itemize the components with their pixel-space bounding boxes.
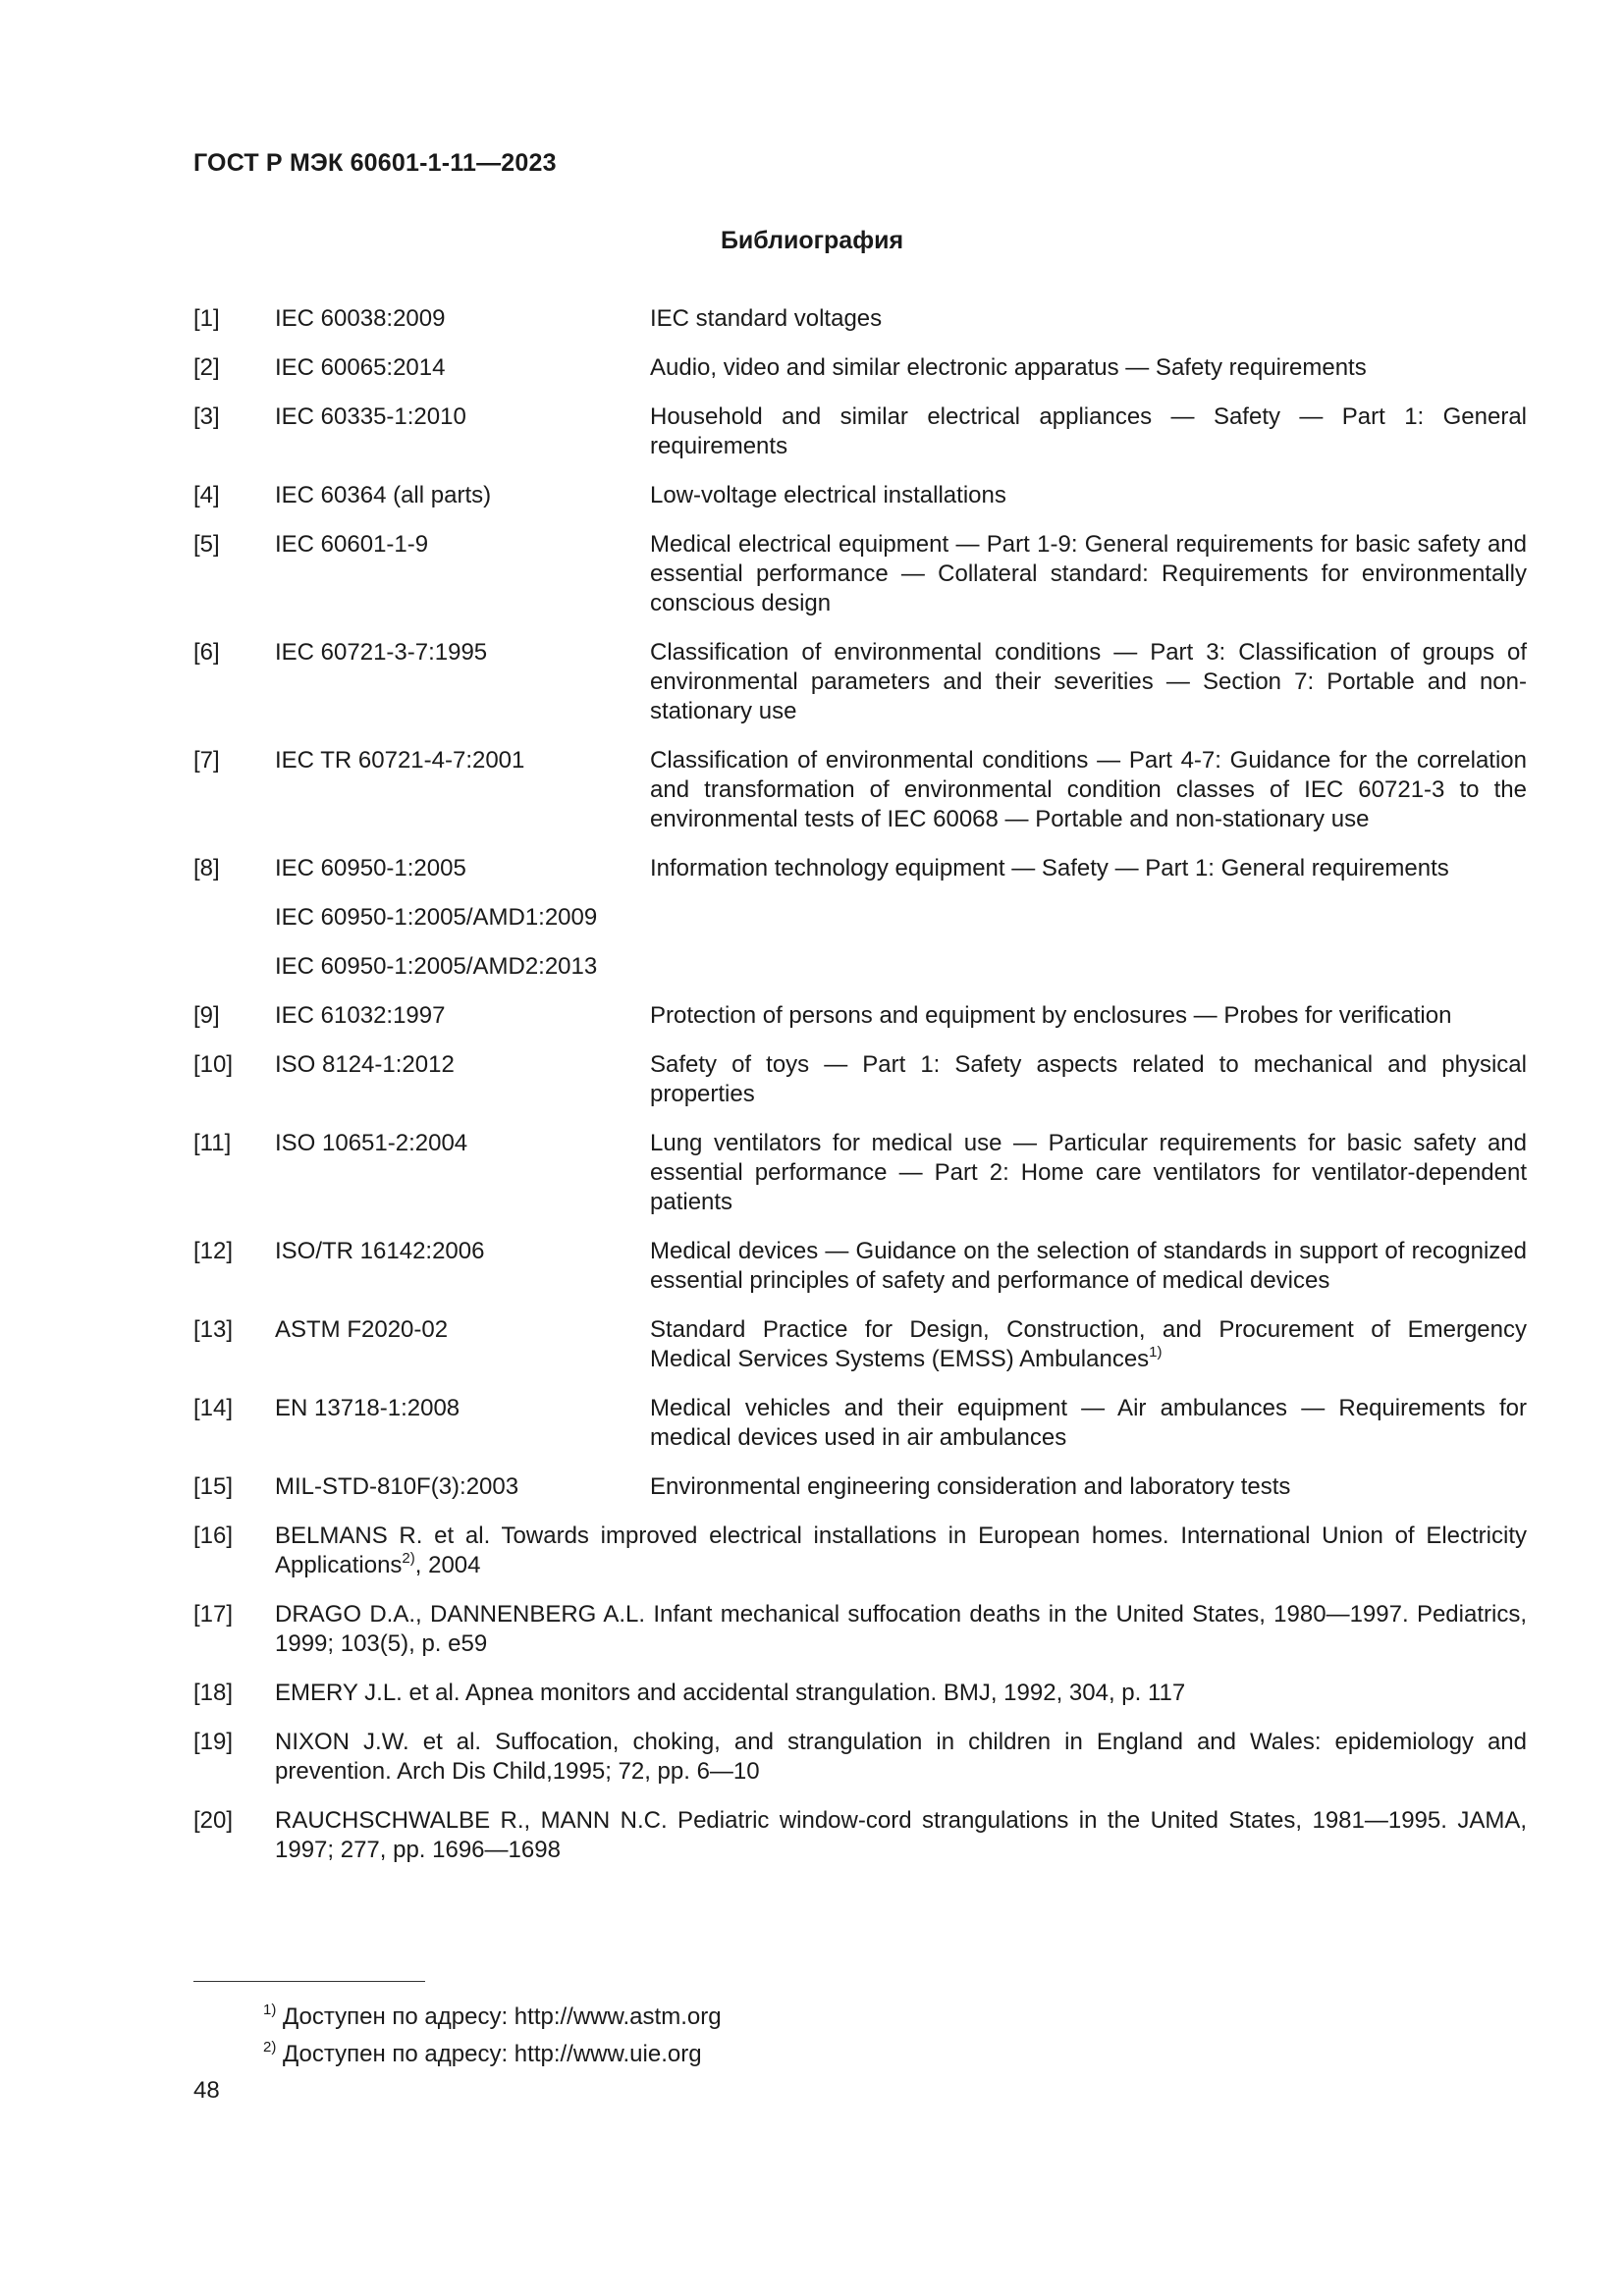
- entry-number: [18]: [193, 1680, 234, 1706]
- entry-code: IEC 60038:2009: [275, 305, 446, 332]
- footnote-mark: 2): [263, 2039, 277, 2056]
- bibliography-entry: [193, 1001, 1527, 1031]
- entry-number: [16]: [193, 1522, 234, 1549]
- entry-title: Medical devices — Guidance on the selection of standards in support of recognized essential principles of safety and performance of medical devices: [650, 1238, 1527, 1294]
- literature-reference: [193, 1728, 1527, 1787]
- entry-title: Medical vehicles and their equipment — Air ambulances — Requirements for medical devices used in air ambulances: [650, 1395, 1527, 1451]
- entry-title: Safety of toys — Part 1: Safety aspects related to mechanical and physical properties: [650, 1051, 1527, 1107]
- entry-code: IEC 60721-3-7:1995: [275, 639, 488, 666]
- entry-title: Household and similar electrical appliances — Safety — Part 1: General requirements: [650, 403, 1527, 459]
- page-number: 48: [193, 2077, 220, 2104]
- entry-number: [10]: [193, 1051, 234, 1078]
- entry-number: [15]: [193, 1473, 234, 1500]
- entry-number: [9]: [193, 1002, 220, 1029]
- reference-text: NIXON J.W. et al. Suffocation, choking, and strangulation in children in England and Wales: epidemiology and prevention. Arch Dis Child,1995; 72, pp. 6—10: [275, 1729, 1527, 1785]
- footnote-mark: 1): [263, 2002, 277, 2018]
- bibliography-entry: [193, 481, 1527, 510]
- entry-code: IEC 60364 (all parts): [275, 482, 492, 508]
- literature-reference: [193, 1679, 1527, 1708]
- entry-code: IEC 60601-1-9: [275, 531, 429, 558]
- bibliography-entry: [193, 402, 1527, 461]
- entry-number: [19]: [193, 1729, 234, 1755]
- bibliography-entry: [193, 854, 1527, 982]
- footnote-divider: [193, 1981, 425, 1982]
- entry-title-text: Standard Practice for Design, Construction, and Procurement of Emergency Medical Services Systems (EMSS) Ambulances: [650, 1316, 1527, 1372]
- reference-text: DRAGO D.A., DANNENBERG A.L. Infant mechanical suffocation deaths in the United States, 1980—1997. Pediatrics, 1999; 103(5), p. e59: [275, 1601, 1527, 1657]
- reference-text-main: BELMANS R. et al. Towards improved electrical installations in European homes. International Union of Electricity Applications: [275, 1522, 1527, 1578]
- entry-title: Medical electrical equipment — Part 1-9: General requirements for basic safety and essential performance — Collateral standard: Requirements for environmentally conscious design: [650, 531, 1527, 616]
- entry-number: [13]: [193, 1316, 234, 1343]
- entry-number: [8]: [193, 855, 220, 881]
- entry-code: IEC 60950-1:2005: [275, 855, 466, 881]
- entry-title: Environmental engineering consideration and laboratory tests: [650, 1473, 1291, 1500]
- entry-number: [11]: [193, 1130, 232, 1156]
- bibliography-entry: [193, 304, 1527, 334]
- reference-text: RAUCHSCHWALBE R., MANN N.C. Pediatric window-cord strangulations in the United States, 1981—1995. JAMA, 1997; 277, pp. 1696—1698: [275, 1807, 1527, 1863]
- entry-number: [3]: [193, 403, 220, 430]
- entry-title: Lung ventilators for medical use — Particular requirements for basic safety and essential performance — Part 2: Home care ventilators for ventilator-dependent patients: [650, 1130, 1527, 1215]
- footnote-marker: 2): [402, 1550, 415, 1567]
- entry-code: ISO/TR 16142:2006: [275, 1238, 485, 1264]
- entry-number: [5]: [193, 531, 220, 558]
- bibliography-entry: [193, 638, 1527, 726]
- bibliography-list: [193, 304, 1527, 1885]
- entry-number: [12]: [193, 1238, 234, 1264]
- entry-amendment-code: IEC 60950-1:2005/AMD2:2013: [275, 953, 598, 980]
- footnote-text: Доступен по адресу: http://www.uie.org: [276, 2041, 702, 2067]
- entry-amendment-code: IEC 60950-1:2005/AMD1:2009: [275, 904, 598, 931]
- bibliography-entry: [193, 1394, 1527, 1453]
- entry-title: Information technology equipment — Safety — Part 1: General requirements: [650, 855, 1449, 881]
- document-header: ГОСТ Р МЭК 60601-1-11—2023: [193, 149, 557, 177]
- bibliography-entry: [193, 530, 1527, 618]
- bibliography-entry: [193, 1050, 1527, 1109]
- entry-number: [6]: [193, 639, 220, 666]
- bibliography-entry: [193, 1472, 1527, 1502]
- literature-reference: [193, 1522, 1527, 1580]
- bibliography-entry: [193, 1237, 1527, 1296]
- entry-code: IEC TR 60721-4-7:2001: [275, 747, 525, 774]
- reference-text-year: , 2004: [414, 1552, 481, 1578]
- entry-number: [17]: [193, 1601, 234, 1628]
- entry-title: [650, 1315, 1527, 1374]
- section-title: Библиография: [720, 227, 904, 254]
- entry-title: Low-voltage electrical installations: [650, 482, 1006, 508]
- entry-number: [14]: [193, 1395, 234, 1421]
- bibliography-entry: [193, 1315, 1527, 1374]
- entry-code: IEC 60335-1:2010: [275, 403, 466, 430]
- entry-code: MIL-STD-810F(3):2003: [275, 1473, 519, 1500]
- entry-code: IEC 61032:1997: [275, 1002, 446, 1029]
- footnote: [263, 2002, 722, 2032]
- entry-code: IEC 60065:2014: [275, 354, 446, 381]
- entry-code: ISO 10651-2:2004: [275, 1130, 468, 1156]
- entry-title: Audio, video and similar electronic apparatus — Safety requirements: [650, 354, 1367, 381]
- footnote-marker: 1): [1149, 1344, 1163, 1361]
- entry-number: [1]: [193, 305, 220, 332]
- literature-reference: [193, 1600, 1527, 1659]
- entry-number: [20]: [193, 1807, 234, 1834]
- footnote: [263, 2040, 702, 2069]
- entry-code: ISO 8124-1:2012: [275, 1051, 455, 1078]
- entry-code: ASTM F2020-02: [275, 1316, 449, 1343]
- bibliography-entry: [193, 1129, 1527, 1217]
- reference-text: EMERY J.L. et al. Apnea monitors and accidental strangulation. BMJ, 1992, 304, p. 117: [275, 1680, 1186, 1706]
- reference-text: [275, 1522, 1527, 1580]
- entry-number: [4]: [193, 482, 220, 508]
- entry-title: IEC standard voltages: [650, 305, 883, 332]
- entry-title: Classification of environmental conditions — Part 4-7: Guidance for the correlation and transformation of environmental condition classes of IEC 60721-3 to the environmental tests of IEC 60068 — Portable and non-stationary use: [650, 747, 1527, 832]
- bibliography-entry: [193, 353, 1527, 383]
- bibliography-entry: [193, 746, 1527, 834]
- entry-title: Classification of environmental conditions — Part 3: Classification of groups of environmental parameters and their severities — Section 7: Portable and non-stationary use: [650, 639, 1527, 724]
- footnote-text: Доступен по адресу: http://www.astm.org: [276, 2003, 722, 2030]
- entry-number: [2]: [193, 354, 220, 381]
- entry-code: EN 13718-1:2008: [275, 1395, 460, 1421]
- literature-reference: [193, 1806, 1527, 1865]
- entry-number: [7]: [193, 747, 220, 774]
- entry-title: Protection of persons and equipment by enclosures — Probes for verification: [650, 1002, 1452, 1029]
